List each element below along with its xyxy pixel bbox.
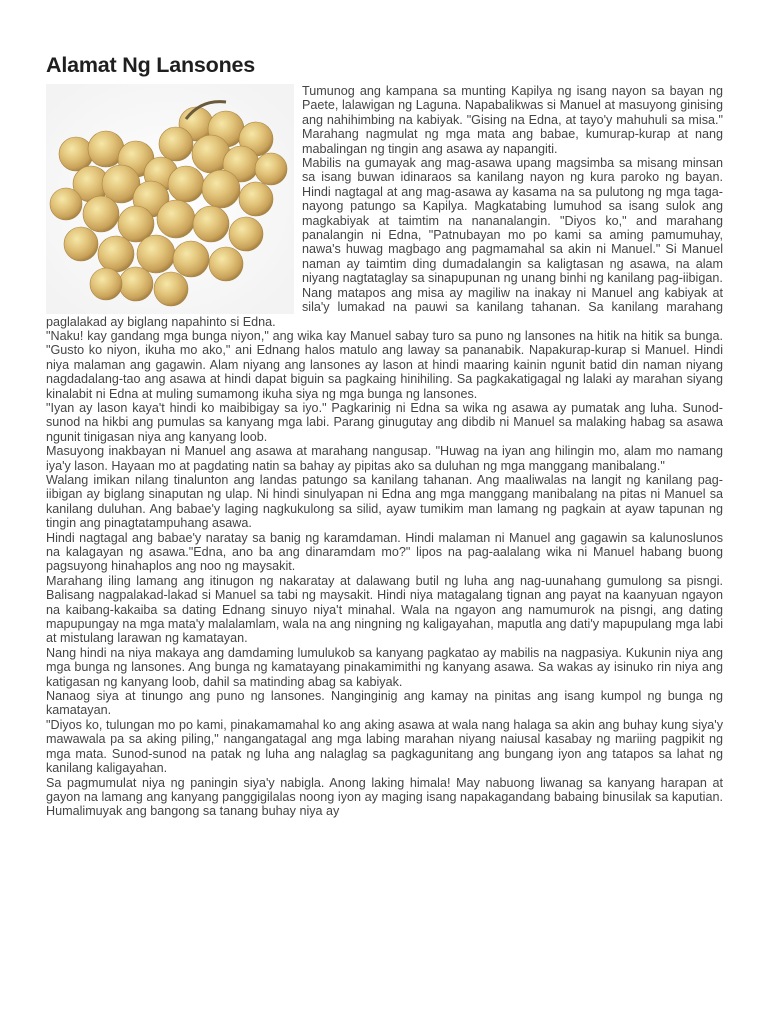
lanzones-berry-icon	[255, 153, 287, 185]
paragraph: Marahang iling lamang ang itinugon ng nakaratay at dalawang butil ng luha ang nag-uunahang gumulong sa pisngi. Balisang nagpalakad-lakad si Manuel sa tabi ng maysakit. Hindi niya matagalang tignan ang payat na kaanyuan ngayon na kaibang-kakaiba sa dating Ednang sinuyo niya't minahal. Wala na ngayon ang namumurok na pisngi, ang dating mapupungay na mga mata'y malalamlam, wala na ang ningning ng kaligayahan, maputla ang dati'y mapupulang mga labi at mistulang larawan ng kamatayan.	[46, 573, 723, 646]
lanzones-berry-icon	[154, 272, 188, 306]
paragraph: Nang hindi na niya makaya ang damdaming lumulukob sa kanyang pagkatao ay mabilis na nagpasiya. Kukunin niya ang mga bunga ng lansones. Ang bunga ng kamatayang pinakamimithi ng kanyang asawa. Sa wakas ay isinuko rin niya ang katigasan ng kanyang loob, dahil sa matinding abag sa kabiyak.	[46, 645, 723, 689]
lanzones-berry-icon	[159, 127, 193, 161]
paragraph: Hindi nagtagal ang babae'y naratay sa banig ng karamdaman. Hindi malaman ni Manuel ang gagawin sa kalunoslunos na kalagayan ng asawa."Edna, ano ba ang dinaramdam mo?" lipos na pag-aalalang wika ni Manuel habang buong pagsuyong hinahaplos ang noo ng maysakit.	[46, 530, 723, 574]
lanzones-berry-icon	[64, 227, 98, 261]
lanzones-berry-icon	[202, 170, 240, 208]
lanzones-berry-icon	[157, 200, 195, 238]
paragraph: Sa pagmumulat niya ng paningin siya'y nabigla. Anong laking himala! May nabuong liwanag sa kanyang harapan at gayon na lamang ang kanyang panggigilalas noong iyon ay maging isang napakagandang babaing binusilak sa kaputian. Humalimuyak ang bangong sa tanang buhay niya ay	[46, 775, 723, 819]
lanzones-berry-icon	[173, 241, 209, 277]
lanzones-berry-icon	[239, 182, 273, 216]
paragraph: "Iyan ay lason kaya't hindi ko maibibigay sa iyo." Pagkarinig ni Edna sa wika ng asawa ay pumatak ang luha. Sunod-sunod na hikbi ang pumulas sa kanyang mga labi. Parang ginugutay ang dibdib ni Manuel sa malaking habag sa asawa ngunit tinigasan niya ang kanyang loob.	[46, 400, 723, 444]
paragraph: Nanaog siya at tinungo ang puno ng lansones. Nanginginig ang kamay na pinitas ang isang kumpol ng bunga ng kamatayan.	[46, 689, 723, 718]
lanzones-berry-icon	[83, 196, 119, 232]
lanzones-berry-icon	[209, 247, 243, 281]
document-title: Alamat Ng Lansones	[46, 53, 256, 77]
paragraph: Walang imikan nilang tinalunton ang landas patungo sa kanilang tahanan. Ang maaliwalas na langit ng kanilang pag-iibigan ay biglang sinaputan ng ulap. Ni hindi sinulyapan ni Edna ang mga manggang manibalang na pitas ni Manuel sa kanilang duluhan. Ang babae'y laging nagkukulong sa silid, ayaw tumikim man lamang ng pagkain at ayaw tapunan ng tingin ang pinagtatampuhang asawa.	[46, 472, 723, 531]
paragraph: Masuyong inakbayan ni Manuel ang asawa at marahang nangusap. "Huwag na iyan ang hilingin mo, alam mo namang iya'y lason. Hayaan mo at pagdating natin sa bahay ay pipitas ako sa duluhan ng mga manggang manibalang."	[46, 444, 723, 473]
lanzones-berry-icon	[168, 166, 204, 202]
paragraph: "Naku! kay gandang mga bunga niyon," ang wika kay Manuel sabay turo sa puno ng lansones na hitik na hitik sa bunga. "Gusto ko niyon, ikuha mo ako," ani Ednang halos matulo ang laway sa pananabik. Napakurap-kurap si Manuel. Hindi niya malaman ang gagawin. Alam niyang ang lansones ay lason at hindi maaring kainin ngunit batid din naman niyang nagdadalang-tao ang asawa at hindi dapat biguin sa pagkaing hinihiling. Sa pagkakatigagal ng lalaki ay marahan siyang kinalabit ni Edna at muling sumamong ikuha siya ng mga bunga ng lansones.	[46, 328, 723, 401]
document-page	[46, 52, 723, 1012]
lanzones-berry-icon	[50, 188, 82, 220]
paragraph: Tumunog ang kampana sa munting Kapilya ng isang nayon sa bayan ng Paete, lalawigan ng Laguna. Napabalikwas si Manuel at masuyong ginising ang nahihimbing na kabiyak. "Gising na Edna, at tayo'y mahuhuli sa misa." Marahang nagmulat ng mga mata ang babae, kumurap-kurap at nang mabalingan ng tingin ang asawa ay napangiti.	[302, 84, 723, 156]
paragraph: Mabilis na gumayak ang mag-asawa upang magsimba sa misang minsan sa isang buwan idinaraos sa kanilang nayon ng kura paroko ng bayan. Hindi nagtagal at ang mag-asawa ay kasama na sa pulutong ng mga taga-nayong patungo sa Kapilya. Magkatabing lumuhod sa isang sulok ang magkabiyak at taimtim na nananalangin. "Diyos ko," and marahang panalangin ni Edna, "Patnubayan mo po kami sa aming pamumuhay, nawa's huwag magbago ang pagmamahal sa akin ni Manuel." Si Manuel naman ay taimtim ding dumadalangin sa kaligtasan ng asawa, na alam niyang nagtataglay sa sinapupunan ng unang binhi ng kanilang pag-iibigan.	[302, 156, 723, 286]
lanzones-berry-icon	[193, 206, 229, 242]
lanzones-berry-icon	[137, 235, 175, 273]
lanzones-berry-icon	[119, 267, 153, 301]
lanzones-berry-icon	[98, 236, 134, 272]
lanzones-berry-icon	[59, 137, 93, 171]
paragraph: "Diyos ko, tulungan mo po kami, pinakamamahal ko ang aking asawa at wala nang halaga sa akin ang buhay kung siya'y mawawala pa sa aking piling," nangangatagal ang mga labing marahan niyang naiusal kasabay ng mariing pagpikit ng mga mata. Sunod-sunod na patak ng luha ang nalaglag sa pagkagunitang ang bungang iyon ang tatapos sa lahat ng kanilang kaligayahan.	[46, 717, 723, 776]
lanzones-berry-icon	[229, 217, 263, 251]
paragraph: Nang matapos ang misa ay magiliw na inakay ni Manuel ang kabiyak at sila'y lumakad na pauwi sa kanilang tahanan. Sa kanilang marahang paglalakad ay biglang napahinto si Edna.	[46, 285, 723, 329]
lanzones-berry-icon	[90, 268, 122, 300]
lanzones-fruit-cluster-photo	[46, 84, 294, 314]
